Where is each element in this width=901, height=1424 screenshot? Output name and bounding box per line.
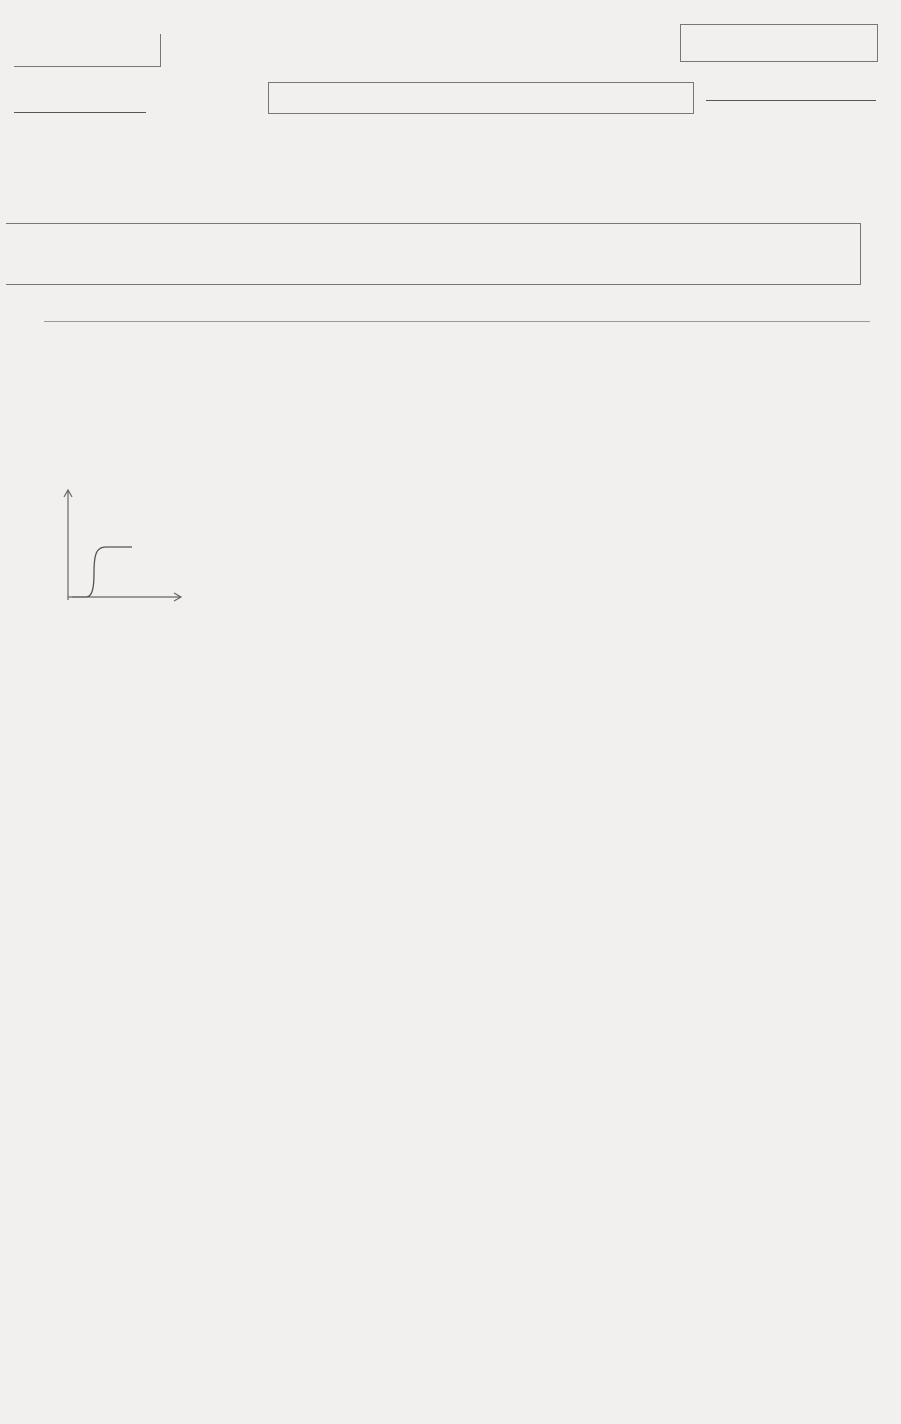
rule [44,321,870,322]
distance-time-graph [50,485,190,615]
fictitious-roll-box [268,82,694,114]
answer-sheet-box [14,34,161,67]
graph-curve [72,547,132,597]
candidate-sign-line [706,100,876,101]
roll-number-box [680,24,878,62]
supdnt-sign-line [14,112,146,113]
note-box [6,223,861,285]
